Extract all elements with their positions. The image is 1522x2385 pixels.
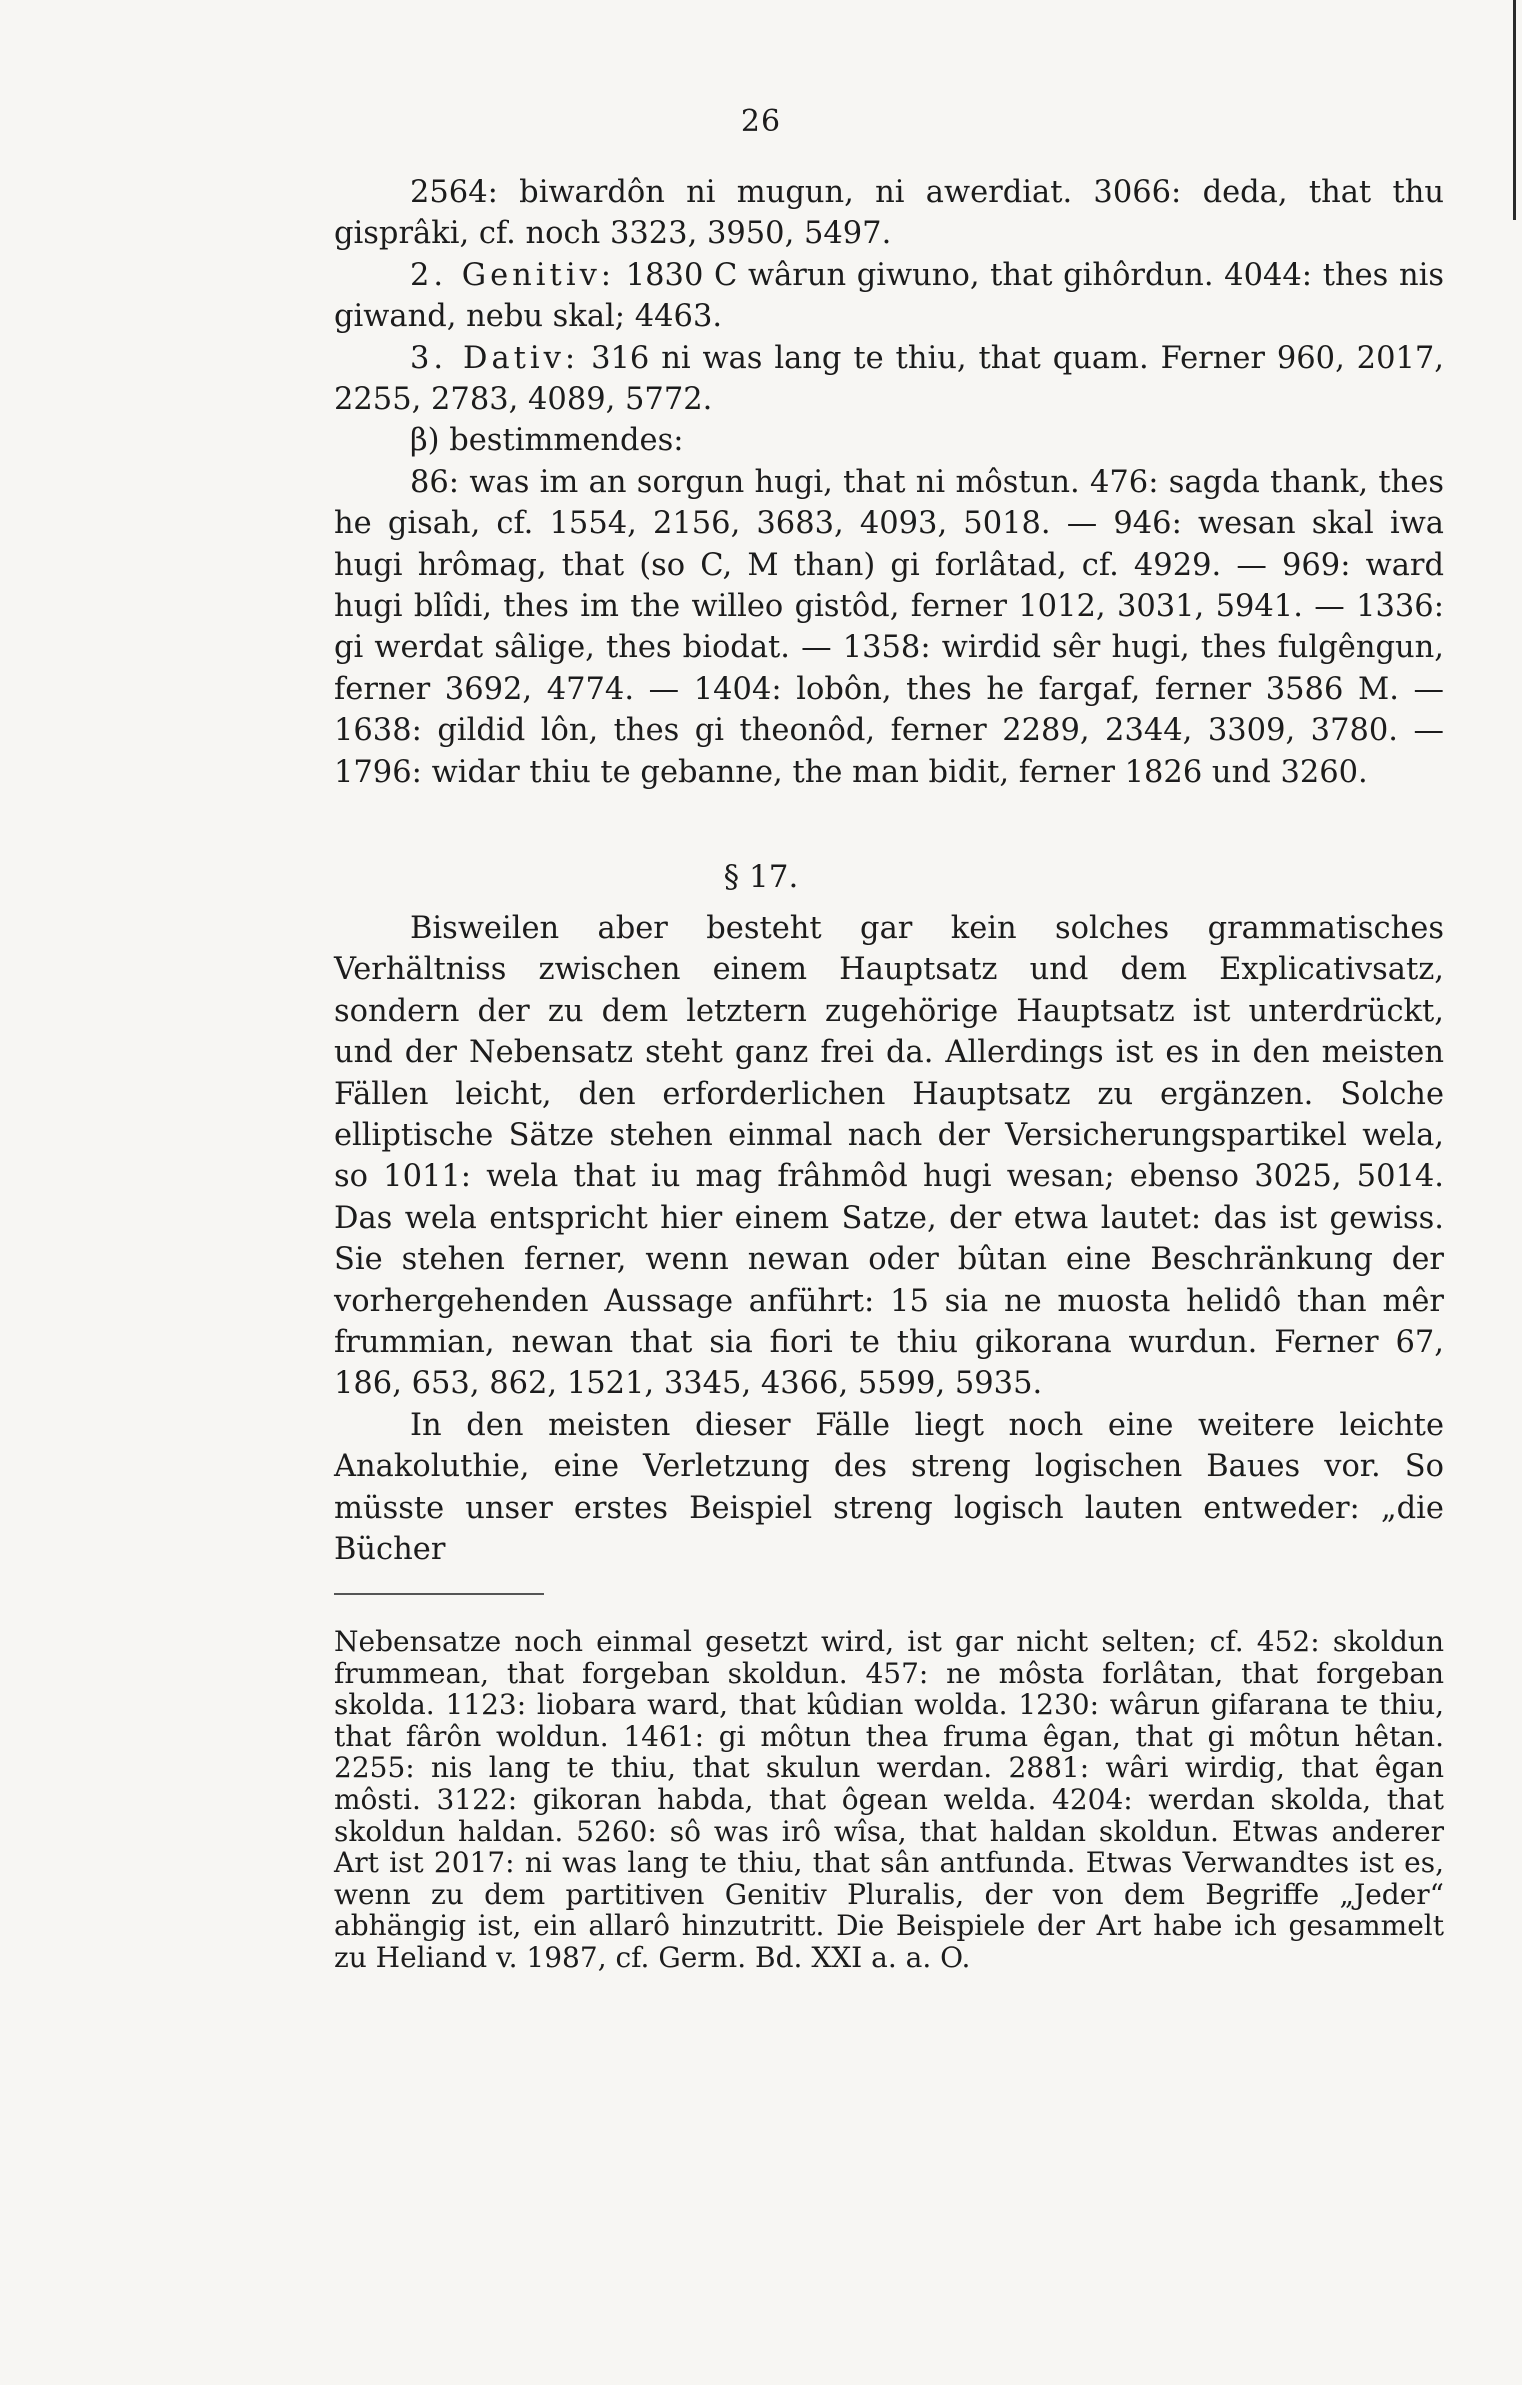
page-number: 26 xyxy=(740,104,782,139)
genitiv-text: 1830 C wârun giwuno, that gihôrdun. 4044: thes nis giwand, nebu skal; 4463. xyxy=(334,257,1444,335)
paragraph-anakoluthie: In den meisten dieser Fälle liegt noch eine weitere leichte Anakoluthie, eine Verletzung des streng logischen Baues vor. So müsste unser erstes Beispiel streng logisch lauten entweder: „die Bücher xyxy=(334,1407,1444,1568)
upper-text-block xyxy=(334,172,1444,793)
footnote-text: Nebensatze noch einmal gesetzt wird, ist gar nicht selten; cf. 452: skoldun frummean, that forgeban skoldun. 457: ne môsta forlâtan, that forgeban skolda. 1123: liobara ward, that kûdian wolda. 1230: wârun gifarana te thiu, that fârôn woldun. 1461: gi môtun thea fruma êgan, that gi môtun hêtan. 2255: nis lang te thiu, that skulun werdan. 2881: wâri wirdig, that êgan môsti. 3122: gikoran habda, that ôgean welda. 4204: werdan skolda, that skoldun haldan. 5260: sô was irô wîsa, that haldan skoldun. Etwas anderer Art ist 2017: ni was lang te thiu, that sân antfunda. Etwas Verwandtes ist es, wenn zu dem partitiven Genitiv Pluralis, der von dem Begriffe „Jeder“ abhängig ist, ein allarô hinzutritt. Die Beispiele der Art habe ich gesammelt zu Heliand v. 1987, cf. Germ. Bd. XXI a. a. O. xyxy=(334,1625,1444,1974)
dativ-label: 3. Dativ: xyxy=(410,340,580,376)
paragraph-genitiv xyxy=(334,255,1444,338)
lower-text-block xyxy=(334,908,1444,1571)
genitiv-label: 2. Genitiv: xyxy=(410,257,616,293)
paragraph-bestimmendes-examples: 86: was im an sorgun hugi, that ni môstun. 476: sagda thank, thes he gisah, cf. 1554, 2156, 3683, 4093, 5018. — 946: wesan skal iwa hugi hrômag, that (so C, M than) gi forlâtad, cf. 4929. — 969: ward hugi blîdi, thes im the willeo gistôd, ferner 1012, 3031, 5941. — 1336: gi werdat sâlige, thes biodat. — 1358: wirdid sêr hugi, thes fulgêngun, ferner 3692, 4774. — 1404: lobôn, thes he fargaf, ferner 3586 M. — 1638: gildid lôn, thes gi theonôd, ferner 2289, 2344, 3309, 3780. — 1796: widar thiu te gebanne, the man bidit, ferner 1826 und 3260. xyxy=(334,464,1444,790)
section-heading: § 17. xyxy=(723,859,799,895)
paragraph-dativ xyxy=(334,338,1444,421)
paragraph-2564: 2564: biwardôn ni mugun, ni awerdiat. 3066: deda, that thu gisprâki, cf. noch 3323, 3950, 5497. xyxy=(334,175,1444,252)
paragraph-bestimmendes-heading: β) bestimmendes: xyxy=(410,423,684,459)
paragraph-bisweilen: Bisweilen aber besteht gar kein solches grammatisches Verhältniss zwischen einem Hauptsatz und dem Explicativsatz, sondern der zu dem letztern zugehörige Hauptsatz ist unterdrückt, und der Nebensatz steht ganz frei da. Allerdings ist es in den meisten Fällen leicht, den erforderlichen Hauptsatz zu ergänzen. Solche elliptische Sätze stehen einmal nach der Versicherungspartikel wela, so 1011: wela that iu mag frâhmôd hugi wesan; ebenso 3025, 5014. Das wela entspricht hier einem Satze, der etwa lautet: das ist gewiss. Sie stehen ferner, wenn newan oder bûtan eine Beschränkung der vorhergehenden Aussage anführt: 15 sia ne muosta helidô than mêr frummian, newan that sia fiori te thiu gikorana wurdun. Ferner 67, 186, 653, 862, 1521, 3345, 4366, 5599, 5935. xyxy=(334,911,1444,1402)
dativ-text: 316 ni was lang te thiu, that quam. Ferner 960, 2017, 2255, 2783, 4089, 5772. xyxy=(334,340,1445,418)
footnote-divider xyxy=(334,1593,544,1595)
